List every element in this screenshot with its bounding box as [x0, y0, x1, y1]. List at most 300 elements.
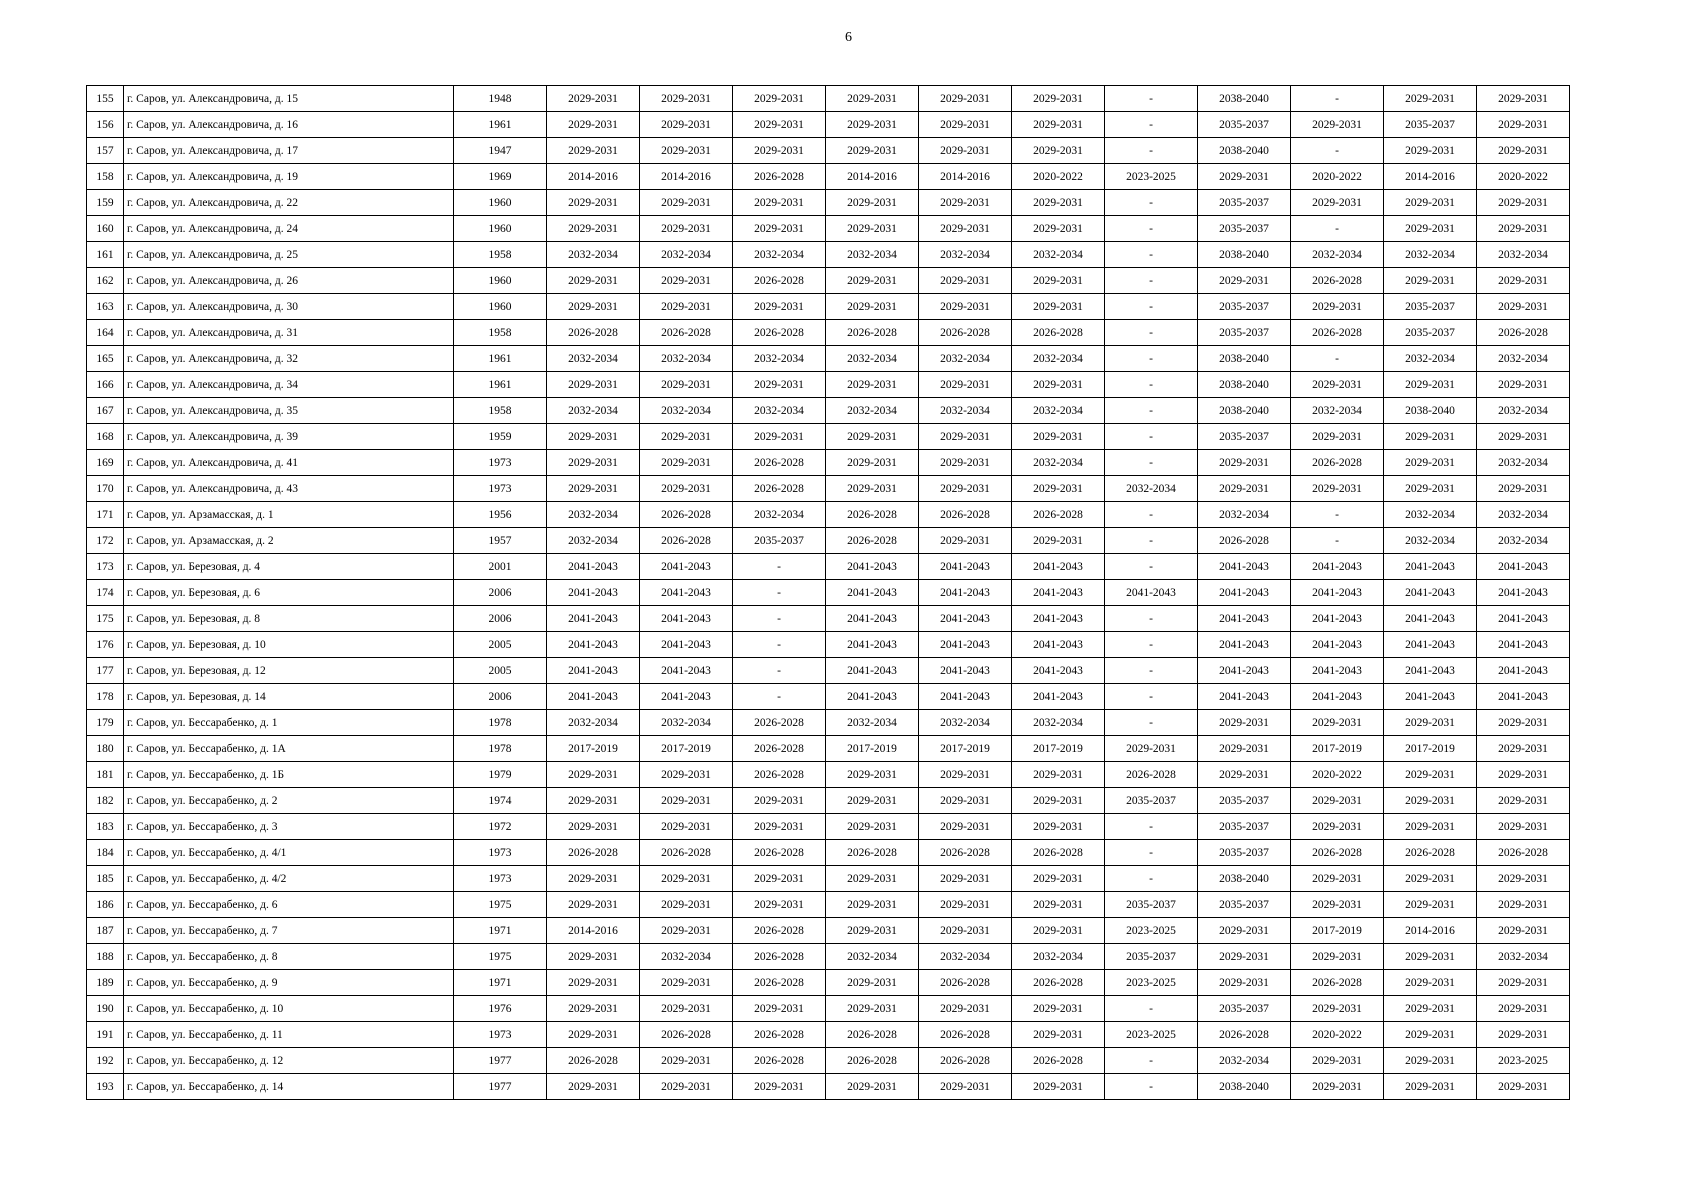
schedule-cell: 2029-2031 — [1012, 372, 1105, 398]
schedule-cell: 2032-2034 — [826, 242, 919, 268]
schedule-cell: 2032-2034 — [640, 398, 733, 424]
schedule-cell: 2026-2028 — [1384, 840, 1477, 866]
table-row — [87, 1022, 1570, 1048]
schedule-cell: 2029-2031 — [1198, 944, 1291, 970]
schedule-cell: 2032-2034 — [1012, 242, 1105, 268]
row-number-cell: 176 — [87, 632, 124, 658]
schedule-cell: 2029-2031 — [1012, 762, 1105, 788]
schedule-cell: 2041-2043 — [1384, 658, 1477, 684]
schedule-cell: - — [733, 658, 826, 684]
schedule-cell: 2032-2034 — [640, 710, 733, 736]
schedule-cell: 2032-2034 — [1477, 346, 1570, 372]
build-year-cell: 1973 — [454, 1022, 547, 1048]
schedule-cell: 2026-2028 — [733, 918, 826, 944]
build-year-cell: 1961 — [454, 372, 547, 398]
schedule-cell: 2029-2031 — [733, 190, 826, 216]
schedule-cell: 2041-2043 — [826, 684, 919, 710]
row-number-cell: 181 — [87, 762, 124, 788]
schedule-cell: 2029-2031 — [1384, 216, 1477, 242]
row-number-cell: 168 — [87, 424, 124, 450]
address-cell: г. Саров, ул. Березовая, д. 10 — [124, 632, 454, 658]
schedule-cell: 2041-2043 — [640, 606, 733, 632]
schedule-cell: 2029-2031 — [1291, 424, 1384, 450]
schedule-cell: 2029-2031 — [1198, 970, 1291, 996]
address-cell: г. Саров, ул. Бессарабенко, д. 12 — [124, 1048, 454, 1074]
schedule-cell: 2035-2037 — [1198, 112, 1291, 138]
schedule-cell: 2026-2028 — [919, 840, 1012, 866]
schedule-cell: 2038-2040 — [1198, 398, 1291, 424]
schedule-cell: 2029-2031 — [640, 866, 733, 892]
table-row — [87, 476, 1570, 502]
schedule-cell: 2029-2031 — [1477, 814, 1570, 840]
schedule-cell: 2029-2031 — [826, 996, 919, 1022]
table-row — [87, 918, 1570, 944]
schedule-cell: 2041-2043 — [919, 580, 1012, 606]
schedule-cell: 2029-2031 — [1198, 710, 1291, 736]
schedule-cell: 2029-2031 — [1198, 268, 1291, 294]
schedule-cell: 2029-2031 — [1384, 190, 1477, 216]
schedule-cell: 2029-2031 — [826, 892, 919, 918]
schedule-cell: 2041-2043 — [1198, 684, 1291, 710]
build-year-cell: 1974 — [454, 788, 547, 814]
schedule-cell: 2029-2031 — [919, 892, 1012, 918]
schedule-cell: 2029-2031 — [733, 996, 826, 1022]
schedule-cell: - — [1105, 1048, 1198, 1074]
address-cell: г. Саров, ул. Александровича, д. 43 — [124, 476, 454, 502]
row-number-cell: 185 — [87, 866, 124, 892]
schedule-cell: 2029-2031 — [1477, 1074, 1570, 1100]
schedule-cell: 2026-2028 — [733, 268, 826, 294]
schedule-cell: 2029-2031 — [1291, 294, 1384, 320]
schedule-cell: 2029-2031 — [640, 892, 733, 918]
schedule-cell: 2041-2043 — [1291, 658, 1384, 684]
schedule-cell: 2041-2043 — [1477, 606, 1570, 632]
schedule-cell: 2038-2040 — [1198, 86, 1291, 112]
table-row — [87, 320, 1570, 346]
schedule-cell: 2041-2043 — [1291, 580, 1384, 606]
schedule-cell: 2029-2031 — [1384, 424, 1477, 450]
schedule-cell: 2029-2031 — [640, 762, 733, 788]
schedule-cell: 2029-2031 — [826, 86, 919, 112]
schedule-cell: 2029-2031 — [1384, 372, 1477, 398]
schedule-cell: 2026-2028 — [547, 840, 640, 866]
schedule-cell: 2041-2043 — [1012, 632, 1105, 658]
schedule-cell: 2029-2031 — [1198, 476, 1291, 502]
schedule-cell: 2041-2043 — [1477, 632, 1570, 658]
build-year-cell: 1971 — [454, 918, 547, 944]
schedule-cell: 2029-2031 — [826, 970, 919, 996]
row-number-cell: 177 — [87, 658, 124, 684]
schedule-cell: 2029-2031 — [1291, 788, 1384, 814]
schedule-cell: 2029-2031 — [1477, 710, 1570, 736]
table-row — [87, 658, 1570, 684]
schedule-cell: 2041-2043 — [640, 554, 733, 580]
row-number-cell: 183 — [87, 814, 124, 840]
schedule-cell: 2032-2034 — [1477, 450, 1570, 476]
schedule-cell: 2029-2031 — [1477, 1022, 1570, 1048]
table-row — [87, 138, 1570, 164]
row-number-cell: 178 — [87, 684, 124, 710]
schedule-cell: 2026-2028 — [826, 320, 919, 346]
schedule-cell: 2029-2031 — [919, 866, 1012, 892]
row-number-cell: 158 — [87, 164, 124, 190]
schedule-cell: - — [1291, 216, 1384, 242]
build-year-cell: 1978 — [454, 736, 547, 762]
table-row — [87, 944, 1570, 970]
build-year-cell: 2005 — [454, 632, 547, 658]
schedule-cell: 2029-2031 — [1012, 86, 1105, 112]
schedule-cell: 2029-2031 — [1012, 112, 1105, 138]
schedule-cell: 2035-2037 — [1384, 294, 1477, 320]
address-cell: г. Саров, ул. Березовая, д. 12 — [124, 658, 454, 684]
schedule-cell: 2029-2031 — [1477, 736, 1570, 762]
schedule-cell: 2035-2037 — [1384, 320, 1477, 346]
row-number-cell: 167 — [87, 398, 124, 424]
row-number-cell: 190 — [87, 996, 124, 1022]
schedule-cell: 2026-2028 — [733, 710, 826, 736]
schedule-cell: 2026-2028 — [826, 502, 919, 528]
table-row — [87, 788, 1570, 814]
schedule-cell: - — [1105, 658, 1198, 684]
row-number-cell: 160 — [87, 216, 124, 242]
schedule-cell: 2017-2019 — [919, 736, 1012, 762]
row-number-cell: 156 — [87, 112, 124, 138]
schedule-cell: 2029-2031 — [547, 86, 640, 112]
schedule-cell: 2023-2025 — [1105, 164, 1198, 190]
schedule-cell: 2032-2034 — [1384, 528, 1477, 554]
schedule-cell: 2029-2031 — [1012, 294, 1105, 320]
schedule-cell: 2029-2031 — [733, 814, 826, 840]
schedule-cell: 2032-2034 — [547, 710, 640, 736]
address-cell: г. Саров, ул. Бессарабенко, д. 1 — [124, 710, 454, 736]
schedule-cell: 2029-2031 — [547, 424, 640, 450]
schedule-cell: 2029-2031 — [1384, 1048, 1477, 1074]
schedule-cell: 2041-2043 — [1012, 684, 1105, 710]
schedule-cell: 2029-2031 — [1477, 138, 1570, 164]
schedule-cell: 2023-2025 — [1477, 1048, 1570, 1074]
schedule-cell: 2020-2022 — [1477, 164, 1570, 190]
schedule-cell: - — [733, 554, 826, 580]
schedule-cell: 2032-2034 — [919, 346, 1012, 372]
schedule-cell: 2041-2043 — [1198, 658, 1291, 684]
schedule-cell: 2026-2028 — [640, 1022, 733, 1048]
table-row — [87, 164, 1570, 190]
schedule-cell: 2032-2034 — [1291, 398, 1384, 424]
schedule-cell: 2026-2028 — [826, 528, 919, 554]
schedule-cell: 2029-2031 — [1384, 788, 1477, 814]
schedule-cell: 2032-2034 — [1477, 528, 1570, 554]
row-number-cell: 172 — [87, 528, 124, 554]
address-cell: г. Саров, ул. Бессарабенко, д. 1Б — [124, 762, 454, 788]
build-year-cell: 1973 — [454, 476, 547, 502]
schedule-cell: - — [1105, 554, 1198, 580]
schedule-cell: 2029-2031 — [919, 372, 1012, 398]
build-year-cell: 1960 — [454, 268, 547, 294]
schedule-cell: 2029-2031 — [1012, 190, 1105, 216]
table-row — [87, 996, 1570, 1022]
schedule-cell: 2029-2031 — [733, 892, 826, 918]
schedule-cell: 2038-2040 — [1198, 138, 1291, 164]
schedule-cell: 2026-2028 — [1477, 840, 1570, 866]
schedule-cell: 2026-2028 — [1477, 320, 1570, 346]
schedule-cell: 2029-2031 — [1477, 918, 1570, 944]
schedule-cell: 2029-2031 — [733, 1074, 826, 1100]
building-schedule-table — [86, 85, 1570, 1100]
schedule-cell: 2029-2031 — [826, 788, 919, 814]
schedule-cell: 2026-2028 — [640, 320, 733, 346]
schedule-cell: 2032-2034 — [1477, 944, 1570, 970]
schedule-cell: 2026-2028 — [826, 840, 919, 866]
schedule-cell: - — [733, 632, 826, 658]
schedule-cell: 2035-2037 — [1198, 892, 1291, 918]
table-row — [87, 346, 1570, 372]
schedule-cell: 2029-2031 — [733, 138, 826, 164]
schedule-cell: 2038-2040 — [1198, 866, 1291, 892]
schedule-cell: 2029-2031 — [1477, 970, 1570, 996]
schedule-cell: 2014-2016 — [1384, 918, 1477, 944]
schedule-cell: - — [1105, 866, 1198, 892]
schedule-cell: 2029-2031 — [1105, 736, 1198, 762]
schedule-cell: 2026-2028 — [919, 970, 1012, 996]
schedule-cell: 2035-2037 — [1198, 814, 1291, 840]
schedule-cell: 2032-2034 — [547, 502, 640, 528]
schedule-cell: - — [1105, 684, 1198, 710]
schedule-cell: 2029-2031 — [919, 1074, 1012, 1100]
schedule-cell: 2029-2031 — [1477, 892, 1570, 918]
schedule-cell: 2029-2031 — [919, 814, 1012, 840]
row-number-cell: 187 — [87, 918, 124, 944]
schedule-cell: 2029-2031 — [1477, 788, 1570, 814]
table-row — [87, 866, 1570, 892]
schedule-cell: 2026-2028 — [1012, 970, 1105, 996]
schedule-cell: 2035-2037 — [1198, 788, 1291, 814]
table-row — [87, 86, 1570, 112]
schedule-cell: 2035-2037 — [1198, 294, 1291, 320]
schedule-cell: 2029-2031 — [1477, 424, 1570, 450]
schedule-cell: 2041-2043 — [1477, 580, 1570, 606]
table-row — [87, 268, 1570, 294]
schedule-cell: 2032-2034 — [1384, 346, 1477, 372]
build-year-cell: 1958 — [454, 320, 547, 346]
build-year-cell: 1961 — [454, 112, 547, 138]
address-cell: г. Саров, ул. Бессарабенко, д. 7 — [124, 918, 454, 944]
address-cell: г. Саров, ул. Александровича, д. 41 — [124, 450, 454, 476]
schedule-cell: 2029-2031 — [1012, 268, 1105, 294]
schedule-cell: 2032-2034 — [547, 528, 640, 554]
schedule-cell: 2029-2031 — [547, 866, 640, 892]
schedule-cell: 2032-2034 — [826, 944, 919, 970]
address-cell: г. Саров, ул. Березовая, д. 8 — [124, 606, 454, 632]
schedule-cell: 2041-2043 — [1384, 554, 1477, 580]
schedule-cell: 2029-2031 — [919, 450, 1012, 476]
schedule-cell: 2029-2031 — [640, 814, 733, 840]
schedule-cell: 2041-2043 — [826, 606, 919, 632]
schedule-cell: 2041-2043 — [919, 606, 1012, 632]
build-year-cell: 1973 — [454, 840, 547, 866]
schedule-cell: 2029-2031 — [1384, 138, 1477, 164]
schedule-cell: 2032-2034 — [733, 346, 826, 372]
schedule-cell: - — [1105, 242, 1198, 268]
schedule-cell: 2041-2043 — [1477, 684, 1570, 710]
address-cell: г. Саров, ул. Бессарабенко, д. 4/2 — [124, 866, 454, 892]
schedule-cell: 2029-2031 — [919, 476, 1012, 502]
address-cell: г. Саров, ул. Бессарабенко, д. 10 — [124, 996, 454, 1022]
address-cell: г. Саров, ул. Арзамасская, д. 1 — [124, 502, 454, 528]
row-number-cell: 161 — [87, 242, 124, 268]
build-year-cell: 2001 — [454, 554, 547, 580]
schedule-cell: 2026-2028 — [733, 1048, 826, 1074]
schedule-cell: 2035-2037 — [1198, 190, 1291, 216]
schedule-cell: 2029-2031 — [733, 216, 826, 242]
schedule-cell: 2032-2034 — [919, 710, 1012, 736]
schedule-cell: 2032-2034 — [1012, 346, 1105, 372]
address-cell: г. Саров, ул. Александровича, д. 35 — [124, 398, 454, 424]
schedule-cell: 2023-2025 — [1105, 918, 1198, 944]
schedule-cell: 2032-2034 — [1012, 944, 1105, 970]
schedule-cell: 2020-2022 — [1012, 164, 1105, 190]
table-row — [87, 528, 1570, 554]
schedule-cell: 2029-2031 — [640, 918, 733, 944]
schedule-cell: 2029-2031 — [1384, 944, 1477, 970]
schedule-cell: 2029-2031 — [1384, 996, 1477, 1022]
schedule-cell: 2029-2031 — [640, 190, 733, 216]
schedule-cell: 2029-2031 — [640, 216, 733, 242]
schedule-cell: 2014-2016 — [640, 164, 733, 190]
schedule-cell: 2029-2031 — [640, 372, 733, 398]
address-cell: г. Саров, ул. Александровича, д. 26 — [124, 268, 454, 294]
schedule-cell: 2026-2028 — [547, 320, 640, 346]
table-body — [87, 86, 1570, 1100]
schedule-cell: - — [1105, 840, 1198, 866]
schedule-cell: 2026-2028 — [733, 1022, 826, 1048]
table-row — [87, 892, 1570, 918]
schedule-cell: 2029-2031 — [547, 996, 640, 1022]
schedule-cell: 2041-2043 — [547, 606, 640, 632]
row-number-cell: 184 — [87, 840, 124, 866]
schedule-cell: 2026-2028 — [733, 736, 826, 762]
address-cell: г. Саров, ул. Бессарабенко, д. 3 — [124, 814, 454, 840]
address-cell: г. Саров, ул. Александровича, д. 17 — [124, 138, 454, 164]
schedule-cell: 2029-2031 — [1291, 1048, 1384, 1074]
schedule-cell: 2026-2028 — [733, 320, 826, 346]
table-row — [87, 424, 1570, 450]
schedule-cell: - — [1105, 112, 1198, 138]
schedule-cell: 2017-2019 — [640, 736, 733, 762]
schedule-cell: 2029-2031 — [1291, 1074, 1384, 1100]
row-number-cell: 192 — [87, 1048, 124, 1074]
schedule-cell: 2029-2031 — [1198, 164, 1291, 190]
schedule-cell: 2029-2031 — [1477, 294, 1570, 320]
schedule-cell: 2032-2034 — [733, 502, 826, 528]
schedule-cell: 2017-2019 — [1291, 736, 1384, 762]
row-number-cell: 182 — [87, 788, 124, 814]
schedule-cell: 2032-2034 — [640, 944, 733, 970]
table-row — [87, 684, 1570, 710]
schedule-cell: - — [1105, 710, 1198, 736]
schedule-cell: 2041-2043 — [547, 658, 640, 684]
build-year-cell: 1973 — [454, 866, 547, 892]
row-number-cell: 165 — [87, 346, 124, 372]
address-cell: г. Саров, ул. Бессарабенко, д. 9 — [124, 970, 454, 996]
schedule-cell: 2026-2028 — [733, 840, 826, 866]
page-number: 6 — [845, 30, 852, 45]
schedule-cell: 2041-2043 — [826, 554, 919, 580]
build-year-cell: 1975 — [454, 944, 547, 970]
schedule-cell: 2029-2031 — [547, 788, 640, 814]
schedule-cell: 2017-2019 — [826, 736, 919, 762]
schedule-cell: 2026-2028 — [547, 1048, 640, 1074]
address-cell: г. Саров, ул. Александровича, д. 22 — [124, 190, 454, 216]
schedule-cell: 2029-2031 — [1384, 268, 1477, 294]
schedule-cell: 2029-2031 — [1012, 918, 1105, 944]
row-number-cell: 173 — [87, 554, 124, 580]
schedule-cell: 2029-2031 — [640, 268, 733, 294]
schedule-cell: 2029-2031 — [1384, 710, 1477, 736]
schedule-cell: 2014-2016 — [826, 164, 919, 190]
schedule-cell: 2041-2043 — [919, 632, 1012, 658]
schedule-cell: 2032-2034 — [640, 346, 733, 372]
schedule-cell: 2035-2037 — [1198, 320, 1291, 346]
schedule-cell: 2026-2028 — [826, 1048, 919, 1074]
schedule-cell: 2026-2028 — [640, 502, 733, 528]
schedule-cell: 2026-2028 — [919, 502, 1012, 528]
schedule-cell: 2035-2037 — [1198, 996, 1291, 1022]
schedule-cell: 2029-2031 — [733, 424, 826, 450]
schedule-cell: 2038-2040 — [1198, 372, 1291, 398]
schedule-cell: - — [1105, 372, 1198, 398]
address-cell: г. Саров, ул. Бессарабенко, д. 14 — [124, 1074, 454, 1100]
table-row — [87, 606, 1570, 632]
schedule-cell: 2032-2034 — [919, 944, 1012, 970]
schedule-cell: 2026-2028 — [1012, 1048, 1105, 1074]
address-cell: г. Саров, ул. Бессарабенко, д. 8 — [124, 944, 454, 970]
table-row — [87, 502, 1570, 528]
schedule-cell: 2026-2028 — [1012, 502, 1105, 528]
schedule-cell: 2029-2031 — [640, 970, 733, 996]
address-cell: г. Саров, ул. Березовая, д. 4 — [124, 554, 454, 580]
schedule-cell: 2029-2031 — [1384, 866, 1477, 892]
build-year-cell: 1972 — [454, 814, 547, 840]
row-number-cell: 174 — [87, 580, 124, 606]
schedule-cell: 2041-2043 — [1384, 606, 1477, 632]
address-cell: г. Саров, ул. Александровича, д. 31 — [124, 320, 454, 346]
schedule-cell: 2029-2031 — [919, 996, 1012, 1022]
schedule-cell: - — [1105, 814, 1198, 840]
schedule-cell: 2035-2037 — [1384, 112, 1477, 138]
schedule-cell: 2029-2031 — [1384, 1074, 1477, 1100]
schedule-cell: 2032-2034 — [1198, 1048, 1291, 1074]
schedule-cell: 2041-2043 — [919, 684, 1012, 710]
schedule-cell: 2029-2031 — [640, 294, 733, 320]
schedule-cell: 2023-2025 — [1105, 970, 1198, 996]
schedule-cell: 2029-2031 — [1291, 710, 1384, 736]
table-row — [87, 840, 1570, 866]
schedule-cell: 2029-2031 — [1477, 762, 1570, 788]
schedule-cell: 2041-2043 — [1477, 658, 1570, 684]
table-row — [87, 762, 1570, 788]
schedule-cell: 2029-2031 — [733, 112, 826, 138]
table-row — [87, 554, 1570, 580]
schedule-cell: 2029-2031 — [733, 372, 826, 398]
schedule-cell: 2029-2031 — [1477, 866, 1570, 892]
schedule-cell: 2029-2031 — [919, 138, 1012, 164]
row-number-cell: 155 — [87, 86, 124, 112]
schedule-cell: 2026-2028 — [1291, 320, 1384, 346]
schedule-cell: 2029-2031 — [547, 190, 640, 216]
schedule-cell: 2032-2034 — [1012, 398, 1105, 424]
schedule-cell: 2026-2028 — [640, 840, 733, 866]
schedule-cell: 2032-2034 — [826, 398, 919, 424]
